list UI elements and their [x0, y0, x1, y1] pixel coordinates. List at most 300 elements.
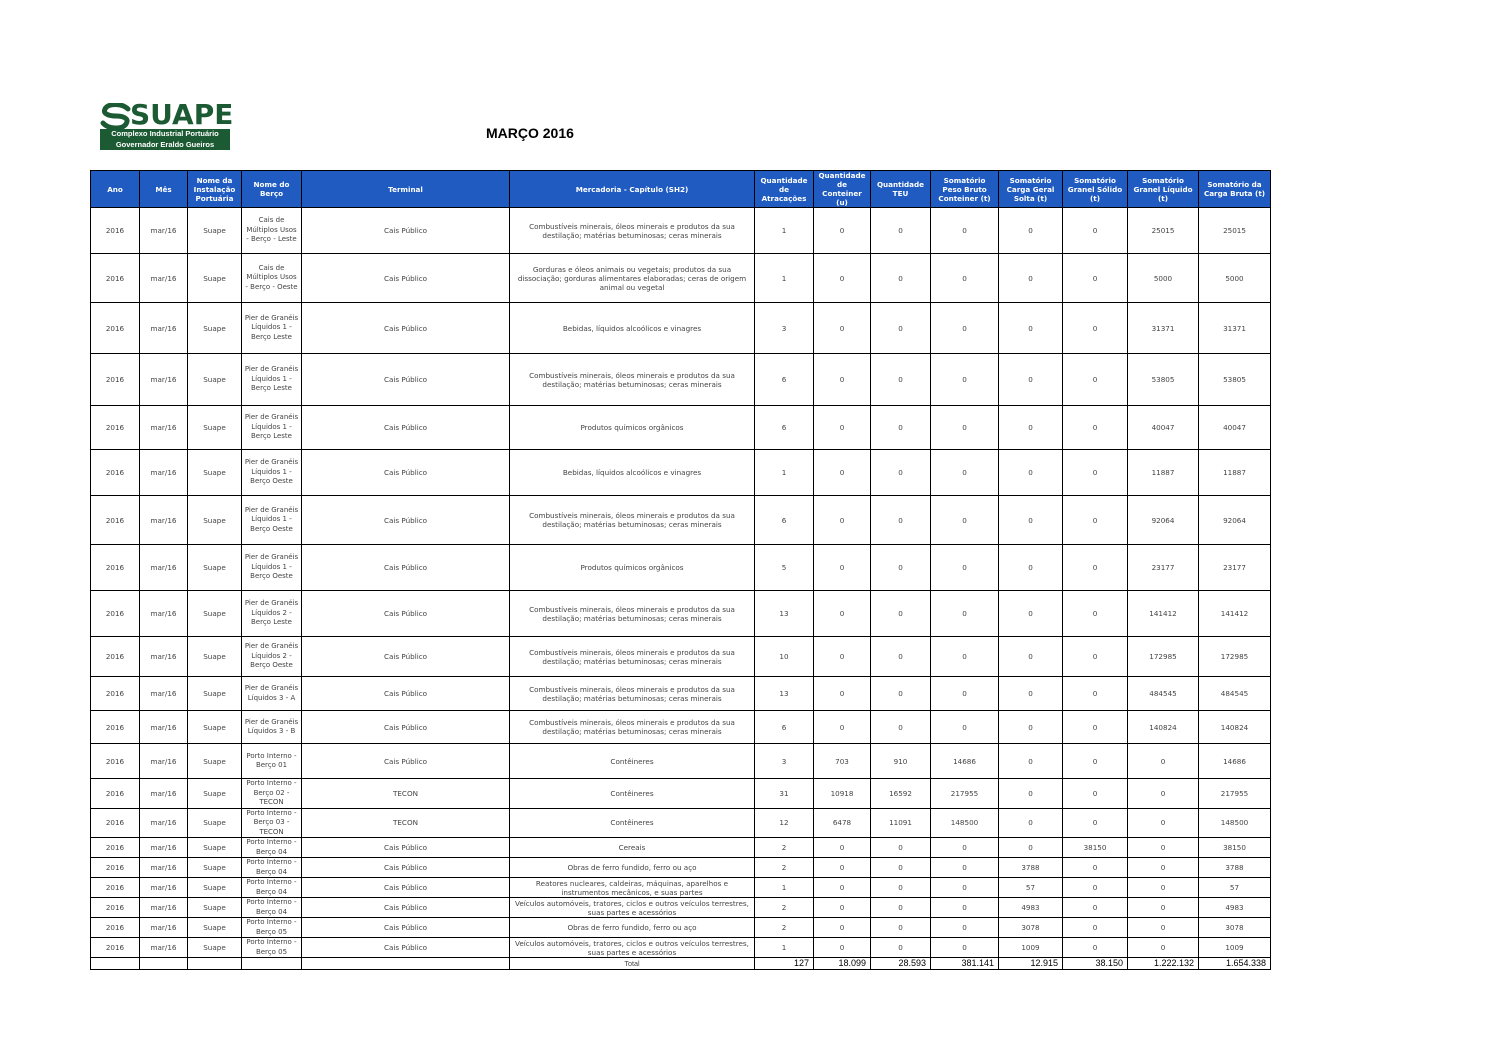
col-carga-bruta-cell: 53805 — [1199, 354, 1271, 406]
col-teu-cell: 0 — [871, 591, 931, 637]
col-teu-cell: 0 — [871, 878, 931, 898]
col-granel-liquido-cell: 0 — [1128, 898, 1199, 918]
col-terminal-header: Terminal — [302, 171, 510, 208]
col-conteiner-cell: 0 — [814, 450, 871, 496]
total-empty-cell — [242, 958, 302, 970]
col-ano-cell: 2016 — [91, 406, 140, 450]
col-terminal-cell: TECON — [302, 808, 510, 838]
col-terminal-cell: Cais Público — [302, 918, 510, 938]
col-berco-cell: Pier de Granéis Líquidos 1 - Berço Oeste — [242, 545, 302, 591]
col-ano-cell: 2016 — [91, 354, 140, 406]
col-granel-liquido-cell: 0 — [1128, 808, 1199, 838]
col-atracacoes-cell: 2 — [755, 918, 814, 938]
col-terminal-cell: Cais Público — [302, 677, 510, 711]
col-granel-liquido-cell: 53805 — [1128, 354, 1199, 406]
col-carga-bruta-cell: 4983 — [1199, 898, 1271, 918]
col-carga-geral-cell: 0 — [999, 406, 1063, 450]
col-carga-geral-cell: 0 — [999, 450, 1063, 496]
col-conteiner-cell: 0 — [814, 711, 871, 744]
col-teu-cell: 11091 — [871, 808, 931, 838]
col-teu-cell: 0 — [871, 208, 931, 254]
col-ano-cell: 2016 — [91, 677, 140, 711]
table-row — [91, 450, 1271, 496]
col-peso-conteiner-cell: 0 — [931, 496, 999, 545]
col-berco-cell: Porto Interno - Berço 04 — [242, 878, 302, 898]
col-granel-liquido-total: 1.222.132 — [1128, 958, 1199, 970]
col-instalacao-cell: Suape — [188, 878, 242, 898]
col-teu-cell: 0 — [871, 496, 931, 545]
col-peso-conteiner-cell: 0 — [931, 254, 999, 303]
col-carga-bruta-cell: 5000 — [1199, 254, 1271, 303]
col-mercadoria-cell: Contêineres — [510, 744, 755, 779]
col-mes-cell: mar/16 — [140, 744, 188, 779]
table-row — [91, 858, 1271, 878]
col-mes-cell: mar/16 — [140, 450, 188, 496]
col-terminal-cell: Cais Público — [302, 208, 510, 254]
col-atracacoes-cell: 2 — [755, 898, 814, 918]
total-empty-cell — [188, 958, 242, 970]
col-mes-cell: mar/16 — [140, 637, 188, 677]
col-mercadoria-cell: Veículos automóveis, tratores, ciclos e outros veículos terrestres, suas partes e acessórios — [510, 938, 755, 958]
col-granel-solido-cell: 0 — [1063, 677, 1128, 711]
col-peso-conteiner-cell: 0 — [931, 303, 999, 354]
col-conteiner-cell: 0 — [814, 918, 871, 938]
col-ano-cell: 2016 — [91, 303, 140, 354]
col-granel-solido-cell: 38150 — [1063, 838, 1128, 858]
col-granel-liquido-cell: 92064 — [1128, 496, 1199, 545]
col-instalacao-cell: Suape — [188, 450, 242, 496]
col-carga-bruta-total: 1.654.338 — [1199, 958, 1271, 970]
col-conteiner-cell: 0 — [814, 938, 871, 958]
col-carga-geral-total: 12.915 — [999, 958, 1063, 970]
col-peso-conteiner-cell: 0 — [931, 354, 999, 406]
col-carga-bruta-cell: 14686 — [1199, 744, 1271, 779]
col-terminal-cell: Cais Público — [302, 591, 510, 637]
col-teu-cell: 0 — [871, 898, 931, 918]
col-mercadoria-cell: Produtos químicos orgânicos — [510, 406, 755, 450]
col-instalacao-cell: Suape — [188, 838, 242, 858]
col-instalacao-cell: Suape — [188, 496, 242, 545]
col-conteiner-cell: 0 — [814, 878, 871, 898]
col-granel-solido-cell: 0 — [1063, 450, 1128, 496]
col-conteiner-cell: 0 — [814, 208, 871, 254]
col-carga-bruta-cell: 217955 — [1199, 779, 1271, 809]
col-carga-bruta-cell: 484545 — [1199, 677, 1271, 711]
col-atracacoes-cell: 12 — [755, 808, 814, 838]
col-atracacoes-cell: 1 — [755, 878, 814, 898]
col-carga-geral-cell: 0 — [999, 744, 1063, 779]
col-carga-geral-cell: 0 — [999, 591, 1063, 637]
col-carga-geral-cell: 0 — [999, 208, 1063, 254]
col-mercadoria-cell: Gorduras e óleos animais ou vegetais; produtos da sua dissociação; gorduras alimentares elaboradas; ceras de origem animal ou vegetal — [510, 254, 755, 303]
col-berco-cell: Porto Interno - Berço 02 - TECON — [242, 779, 302, 809]
col-carga-geral-cell: 3788 — [999, 858, 1063, 878]
col-mes-cell: mar/16 — [140, 354, 188, 406]
col-conteiner-cell: 0 — [814, 838, 871, 858]
col-carga-bruta-cell: 40047 — [1199, 406, 1271, 450]
col-mercadoria-cell: Obras de ferro fundido, ferro ou aço — [510, 858, 755, 878]
col-peso-conteiner-cell: 0 — [931, 878, 999, 898]
col-mercadoria-cell: Combustíveis minerais, óleos minerais e produtos da sua destilação; matérias betuminosas; ceras minerais — [510, 677, 755, 711]
col-carga-bruta-cell: 3788 — [1199, 858, 1271, 878]
col-mes-cell: mar/16 — [140, 898, 188, 918]
col-berco-cell: Porto Interno - Berço 04 — [242, 898, 302, 918]
total-label: Total — [510, 958, 755, 970]
col-atracacoes-cell: 5 — [755, 545, 814, 591]
col-carga-geral-cell: 3078 — [999, 918, 1063, 938]
col-mes-cell: mar/16 — [140, 254, 188, 303]
col-teu-cell: 0 — [871, 918, 931, 938]
table-row — [91, 878, 1271, 898]
col-instalacao-cell: Suape — [188, 591, 242, 637]
col-granel-solido-cell: 0 — [1063, 938, 1128, 958]
col-carga-bruta-cell: 140824 — [1199, 711, 1271, 744]
col-carga-geral-cell: 0 — [999, 303, 1063, 354]
col-mes-cell: mar/16 — [140, 677, 188, 711]
col-atracacoes-cell: 1 — [755, 450, 814, 496]
col-carga-bruta-cell: 11887 — [1199, 450, 1271, 496]
col-granel-solido-cell: 0 — [1063, 496, 1128, 545]
col-carga-bruta-cell: 57 — [1199, 878, 1271, 898]
col-ano-header: Ano — [91, 171, 140, 208]
col-mercadoria-cell: Contêineres — [510, 779, 755, 809]
col-ano-cell: 2016 — [91, 637, 140, 677]
col-mes-cell: mar/16 — [140, 838, 188, 858]
col-conteiner-cell: 0 — [814, 677, 871, 711]
col-atracacoes-cell: 6 — [755, 354, 814, 406]
col-mercadoria-cell: Bebidas, líquidos alcoólicos e vinagres — [510, 450, 755, 496]
col-atracacoes-cell: 6 — [755, 496, 814, 545]
col-ano-cell: 2016 — [91, 938, 140, 958]
col-berco-cell: Porto Interno - Berço 04 — [242, 838, 302, 858]
col-peso-conteiner-cell: 0 — [931, 208, 999, 254]
table-row — [91, 303, 1271, 354]
col-granel-liquido-cell: 484545 — [1128, 677, 1199, 711]
col-mercadoria-cell: Combustíveis minerais, óleos minerais e produtos da sua destilação; matérias betuminosas; ceras minerais — [510, 354, 755, 406]
col-mercadoria-cell: Produtos químicos orgânicos — [510, 545, 755, 591]
col-ano-cell: 2016 — [91, 450, 140, 496]
col-teu-cell: 0 — [871, 303, 931, 354]
col-carga-geral-cell: 1009 — [999, 938, 1063, 958]
col-conteiner-cell: 0 — [814, 303, 871, 354]
col-terminal-cell: Cais Público — [302, 496, 510, 545]
col-berco-cell: Porto Interno - Berço 01 — [242, 744, 302, 779]
col-peso-conteiner-cell: 148500 — [931, 808, 999, 838]
col-ano-cell: 2016 — [91, 744, 140, 779]
col-granel-liquido-cell: 0 — [1128, 744, 1199, 779]
col-conteiner-total: 18.099 — [814, 958, 871, 970]
col-berco-cell: Porto Interno - Berço 05 — [242, 938, 302, 958]
col-peso-conteiner-cell: 217955 — [931, 779, 999, 809]
col-carga-bruta-cell: 141412 — [1199, 591, 1271, 637]
col-carga-geral-cell: 0 — [999, 779, 1063, 809]
col-carga-geral-cell: 0 — [999, 677, 1063, 711]
col-atracacoes-cell: 13 — [755, 591, 814, 637]
col-peso-conteiner-cell: 0 — [931, 450, 999, 496]
col-mes-cell: mar/16 — [140, 303, 188, 354]
col-peso-conteiner-cell: 0 — [931, 591, 999, 637]
col-mes-cell: mar/16 — [140, 858, 188, 878]
table-row — [91, 898, 1271, 918]
col-teu-cell: 16592 — [871, 779, 931, 809]
col-granel-liquido-cell: 172985 — [1128, 637, 1199, 677]
table-row — [91, 744, 1271, 779]
col-conteiner-cell: 0 — [814, 254, 871, 303]
col-mes-header: Mês — [140, 171, 188, 208]
col-conteiner-cell: 0 — [814, 354, 871, 406]
col-terminal-cell: Cais Público — [302, 450, 510, 496]
col-instalacao-cell: Suape — [188, 711, 242, 744]
col-ano-cell: 2016 — [91, 858, 140, 878]
col-ano-cell: 2016 — [91, 591, 140, 637]
col-conteiner-cell: 0 — [814, 406, 871, 450]
col-peso-conteiner-cell: 14686 — [931, 744, 999, 779]
col-carga-geral-cell: 0 — [999, 496, 1063, 545]
col-instalacao-cell: Suape — [188, 744, 242, 779]
col-teu-cell: 0 — [871, 406, 931, 450]
col-mercadoria-cell: Combustíveis minerais, óleos minerais e produtos da sua destilação; matérias betuminosas; ceras minerais — [510, 496, 755, 545]
col-carga-geral-cell: 0 — [999, 545, 1063, 591]
col-granel-solido-cell: 0 — [1063, 711, 1128, 744]
col-mes-cell: mar/16 — [140, 545, 188, 591]
col-granel-solido-cell: 0 — [1063, 878, 1128, 898]
col-instalacao-header: Nome da Instalação Portuária — [188, 171, 242, 208]
col-atracacoes-cell: 1 — [755, 208, 814, 254]
col-berco-header: Nome do Berço — [242, 171, 302, 208]
col-mes-cell: mar/16 — [140, 918, 188, 938]
col-berco-cell: Pier de Granéis Líquidos 1 - Berço Leste — [242, 303, 302, 354]
col-carga-bruta-cell: 1009 — [1199, 938, 1271, 958]
col-atracacoes-cell: 2 — [755, 838, 814, 858]
col-mes-cell: mar/16 — [140, 591, 188, 637]
col-granel-liquido-cell: 141412 — [1128, 591, 1199, 637]
col-granel-liquido-cell: 0 — [1128, 918, 1199, 938]
col-conteiner-cell: 0 — [814, 496, 871, 545]
col-berco-cell: Porto Interno - Berço 03 - TECON — [242, 808, 302, 838]
col-granel-solido-cell: 0 — [1063, 354, 1128, 406]
col-carga-geral-cell: 0 — [999, 838, 1063, 858]
col-terminal-cell: Cais Público — [302, 858, 510, 878]
col-carga-geral-cell: 0 — [999, 808, 1063, 838]
col-terminal-cell: Cais Público — [302, 938, 510, 958]
col-granel-liquido-cell: 140824 — [1128, 711, 1199, 744]
col-instalacao-cell: Suape — [188, 208, 242, 254]
table-row — [91, 496, 1271, 545]
col-teu-cell: 0 — [871, 938, 931, 958]
table-row — [91, 677, 1271, 711]
col-instalacao-cell: Suape — [188, 303, 242, 354]
col-instalacao-cell: Suape — [188, 858, 242, 878]
col-berco-cell: Pier de Granéis Líquidos 2 - Berço Oeste — [242, 637, 302, 677]
col-instalacao-cell: Suape — [188, 918, 242, 938]
col-atracacoes-cell: 3 — [755, 744, 814, 779]
col-granel-solido-header: Somatório Granel Sólido (t) — [1063, 171, 1128, 208]
col-terminal-cell: Cais Público — [302, 711, 510, 744]
col-carga-bruta-cell: 31371 — [1199, 303, 1271, 354]
col-granel-solido-cell: 0 — [1063, 808, 1128, 838]
col-mes-cell: mar/16 — [140, 711, 188, 744]
col-terminal-cell: Cais Público — [302, 744, 510, 779]
col-carga-geral-cell: 4983 — [999, 898, 1063, 918]
table-row — [91, 591, 1271, 637]
col-teu-cell: 0 — [871, 711, 931, 744]
col-atracacoes-cell: 31 — [755, 779, 814, 809]
col-granel-liquido-cell: 0 — [1128, 838, 1199, 858]
col-peso-conteiner-cell: 0 — [931, 858, 999, 878]
col-conteiner-cell: 0 — [814, 898, 871, 918]
col-carga-bruta-cell: 92064 — [1199, 496, 1271, 545]
col-granel-solido-cell: 0 — [1063, 779, 1128, 809]
col-conteiner-cell: 0 — [814, 858, 871, 878]
col-granel-liquido-cell: 0 — [1128, 878, 1199, 898]
col-mercadoria-cell: Combustíveis minerais, óleos minerais e produtos da sua destilação; matérias betuminosas; ceras minerais — [510, 637, 755, 677]
col-granel-solido-cell: 0 — [1063, 591, 1128, 637]
col-berco-cell: Porto Interno - Berço 05 — [242, 918, 302, 938]
col-carga-geral-cell: 57 — [999, 878, 1063, 898]
col-mes-cell: mar/16 — [140, 496, 188, 545]
col-atracacoes-total: 127 — [755, 958, 814, 970]
col-berco-cell: Cais de Múltiplos Usos - Berço - Leste — [242, 208, 302, 254]
col-terminal-cell: Cais Público — [302, 637, 510, 677]
logo-band — [100, 129, 230, 150]
col-teu-cell: 0 — [871, 677, 931, 711]
col-instalacao-cell: Suape — [188, 354, 242, 406]
col-granel-liquido-cell: 11887 — [1128, 450, 1199, 496]
col-mercadoria-cell: Combustíveis minerais, óleos minerais e produtos da sua destilação; matérias betuminosas; ceras minerais — [510, 591, 755, 637]
col-granel-liquido-cell: 5000 — [1128, 254, 1199, 303]
col-granel-solido-total: 38.150 — [1063, 958, 1128, 970]
col-teu-cell: 0 — [871, 450, 931, 496]
col-mes-cell: mar/16 — [140, 406, 188, 450]
col-terminal-cell: Cais Público — [302, 354, 510, 406]
col-instalacao-cell: Suape — [188, 938, 242, 958]
col-instalacao-cell: Suape — [188, 779, 242, 809]
col-granel-solido-cell: 0 — [1063, 406, 1128, 450]
total-row — [91, 958, 1271, 970]
total-empty-cell — [91, 958, 140, 970]
col-teu-cell: 0 — [871, 545, 931, 591]
col-terminal-cell: Cais Público — [302, 545, 510, 591]
col-peso-conteiner-cell: 0 — [931, 711, 999, 744]
col-granel-liquido-cell: 23177 — [1128, 545, 1199, 591]
col-berco-cell: Pier de Granéis Líquidos 1 - Berço Leste — [242, 406, 302, 450]
col-instalacao-cell: Suape — [188, 254, 242, 303]
col-berco-cell: Porto Interno - Berço 04 — [242, 858, 302, 878]
col-ano-cell: 2016 — [91, 918, 140, 938]
col-terminal-cell: TECON — [302, 779, 510, 809]
col-carga-geral-cell: 0 — [999, 354, 1063, 406]
col-granel-liquido-cell: 0 — [1128, 938, 1199, 958]
col-carga-geral-cell: 0 — [999, 254, 1063, 303]
col-berco-cell: Pier de Granéis Líquidos 1 - Berço Oeste — [242, 450, 302, 496]
col-ano-cell: 2016 — [91, 208, 140, 254]
col-conteiner-cell: 0 — [814, 545, 871, 591]
col-ano-cell: 2016 — [91, 254, 140, 303]
col-granel-liquido-header: Somatório Granel Líquido (t) — [1128, 171, 1199, 208]
col-mercadoria-cell: Veículos automóveis, tratores, ciclos e outros veículos terrestres, suas partes e acessórios — [510, 898, 755, 918]
col-instalacao-cell: Suape — [188, 637, 242, 677]
table-row — [91, 208, 1271, 254]
col-ano-cell: 2016 — [91, 545, 140, 591]
total-empty-cell — [140, 958, 188, 970]
col-atracacoes-cell: 6 — [755, 711, 814, 744]
col-terminal-cell: Cais Público — [302, 898, 510, 918]
col-granel-solido-cell: 0 — [1063, 898, 1128, 918]
col-carga-bruta-header: Somatório da Carga Bruta (t) — [1199, 171, 1271, 208]
movement-table — [90, 170, 1271, 970]
col-granel-liquido-cell: 31371 — [1128, 303, 1199, 354]
table-row — [91, 779, 1271, 809]
col-ano-cell: 2016 — [91, 711, 140, 744]
table-row — [91, 545, 1271, 591]
col-instalacao-cell: Suape — [188, 677, 242, 711]
col-atracacoes-header: Quantidade de Atracações — [755, 171, 814, 208]
col-mercadoria-cell: Bebidas, líquidos alcoólicos e vinagres — [510, 303, 755, 354]
col-conteiner-cell: 0 — [814, 591, 871, 637]
col-peso-conteiner-cell: 0 — [931, 838, 999, 858]
table-row — [91, 637, 1271, 677]
col-carga-geral-header: Somatório Carga Geral Solta (t) — [999, 171, 1063, 208]
col-carga-geral-cell: 0 — [999, 637, 1063, 677]
col-granel-solido-cell: 0 — [1063, 208, 1128, 254]
col-mes-cell: mar/16 — [140, 808, 188, 838]
col-mercadoria-cell: Combustíveis minerais, óleos minerais e produtos da sua destilação; matérias betuminosas; ceras minerais — [510, 208, 755, 254]
page-title: MARÇO 2016 — [486, 125, 574, 141]
logo-subtitle-2: Governador Eraldo Gueiros — [115, 139, 215, 149]
col-ano-cell: 2016 — [91, 878, 140, 898]
col-conteiner-header: Quantidade de Conteiner (u) — [814, 171, 871, 208]
col-ano-cell: 2016 — [91, 838, 140, 858]
col-mercadoria-cell: Cereais — [510, 838, 755, 858]
col-granel-solido-cell: 0 — [1063, 918, 1128, 938]
suape-logo — [100, 98, 234, 151]
col-atracacoes-cell: 6 — [755, 406, 814, 450]
col-terminal-cell: Cais Público — [302, 254, 510, 303]
table-row — [91, 808, 1271, 838]
col-teu-cell: 0 — [871, 858, 931, 878]
col-teu-total: 28.593 — [871, 958, 931, 970]
col-terminal-cell: Cais Público — [302, 406, 510, 450]
col-granel-liquido-cell: 0 — [1128, 858, 1199, 878]
col-peso-conteiner-cell: 0 — [931, 545, 999, 591]
col-mes-cell: mar/16 — [140, 938, 188, 958]
total-empty-cell — [302, 958, 510, 970]
col-teu-cell: 0 — [871, 637, 931, 677]
col-peso-conteiner-cell: 0 — [931, 637, 999, 677]
col-berco-cell: Pier de Granéis Líquidos 3 - B — [242, 711, 302, 744]
col-teu-cell: 910 — [871, 744, 931, 779]
logo-brand: SUAPE — [130, 98, 234, 131]
col-carga-geral-cell: 0 — [999, 711, 1063, 744]
col-atracacoes-cell: 10 — [755, 637, 814, 677]
col-peso-conteiner-cell: 0 — [931, 898, 999, 918]
col-conteiner-cell: 703 — [814, 744, 871, 779]
suape-swirl-icon — [100, 103, 132, 129]
col-atracacoes-cell: 2 — [755, 858, 814, 878]
col-carga-bruta-cell: 25015 — [1199, 208, 1271, 254]
table-header-row — [91, 171, 1271, 208]
table-row — [91, 406, 1271, 450]
col-ano-cell: 2016 — [91, 808, 140, 838]
col-terminal-cell: Cais Público — [302, 878, 510, 898]
col-instalacao-cell: Suape — [188, 545, 242, 591]
table-row — [91, 838, 1271, 858]
col-granel-liquido-cell: 0 — [1128, 779, 1199, 809]
col-carga-bruta-cell: 172985 — [1199, 637, 1271, 677]
col-mercadoria-cell: Obras de ferro fundido, ferro ou aço — [510, 918, 755, 938]
col-terminal-cell: Cais Público — [302, 838, 510, 858]
col-mes-cell: mar/16 — [140, 878, 188, 898]
